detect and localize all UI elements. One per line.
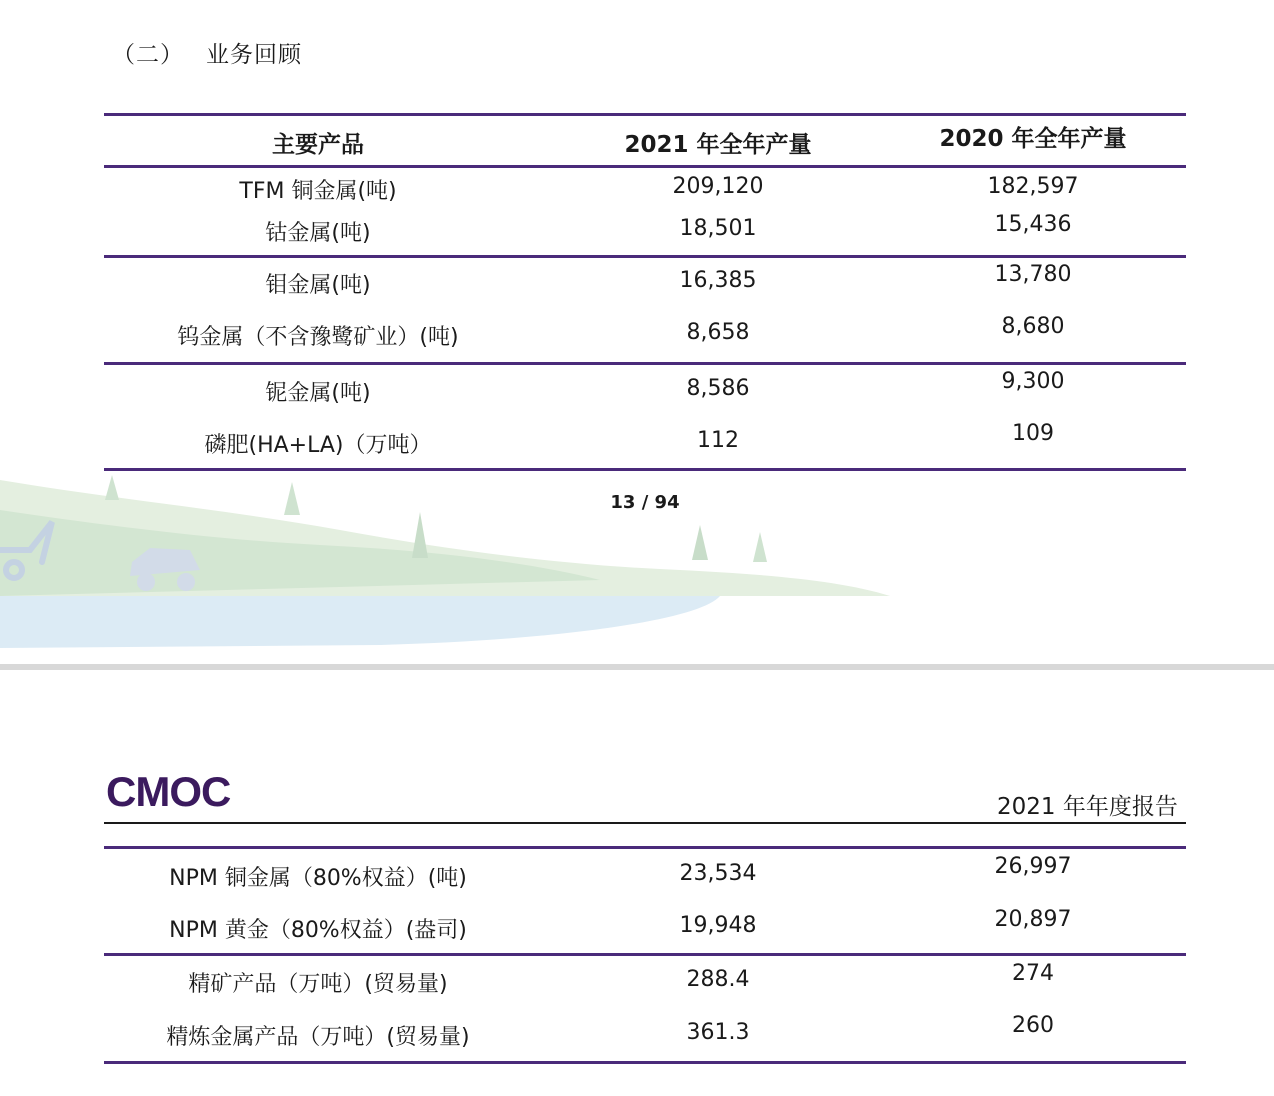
table-top-rule	[104, 846, 1186, 849]
table-row-2020: 8,680	[1001, 314, 1065, 339]
table-row-product: 钼金属(吨)	[265, 273, 371, 298]
report-title: 2021 年年度报告	[997, 794, 1178, 820]
table-row-product: 铌金属(吨)	[265, 381, 371, 406]
header-rule	[104, 822, 1186, 824]
table-top-rule	[104, 113, 1186, 116]
table-row-2021: 16,385	[679, 268, 757, 293]
table-row-2021: 8,658	[686, 320, 750, 345]
table-row-2021: 8,586	[686, 376, 750, 401]
logo-text: CMOC	[106, 772, 231, 812]
table-row-2020: 182,597	[987, 174, 1079, 199]
group-rule	[104, 255, 1186, 258]
table-row-product: NPM 黄金（80%权益）(盎司)	[169, 918, 467, 943]
table-row-2020: 15,436	[994, 212, 1072, 237]
table-row-2020: 26,997	[994, 854, 1072, 879]
cmoc-logo	[106, 772, 258, 812]
table-bottom-rule	[104, 1061, 1186, 1064]
table-row-product: 钨金属（不含豫鹭矿业）(吨)	[177, 325, 459, 350]
table-row-2021: 288.4	[686, 967, 750, 992]
table-row-2020: 20,897	[994, 907, 1072, 932]
table-row-product: NPM 铜金属（80%权益）(吨)	[169, 866, 467, 891]
table-row-2021: 112	[697, 428, 739, 453]
table-row-2020: 109	[1012, 421, 1054, 446]
table-row-2020: 13,780	[994, 262, 1072, 287]
table-row-2021: 23,534	[679, 861, 757, 886]
page-break-divider	[0, 664, 1274, 670]
table-row-2021: 19,948	[679, 913, 757, 938]
section-title: 业务回顾	[206, 42, 302, 68]
page-number: 13 / 94	[610, 492, 680, 513]
header-product: 主要产品	[272, 132, 364, 158]
table-row-product: 精矿产品（万吨）(贸易量)	[188, 972, 448, 997]
landscape-illustration	[0, 470, 900, 650]
table-row-2021: 361.3	[686, 1020, 750, 1045]
group-rule	[104, 953, 1186, 956]
section-number: （二）	[112, 42, 184, 68]
group-rule	[104, 362, 1186, 365]
table-row-2021: 209,120	[672, 174, 764, 199]
header-2021: 2021 年全年产量	[624, 132, 812, 158]
header-bottom-rule	[104, 165, 1186, 168]
table-row-product: 精炼金属产品（万吨）(贸易量)	[166, 1025, 470, 1050]
table-row-product: 钴金属(吨)	[265, 221, 371, 246]
table-row-product: 磷肥(HA+LA)（万吨）	[204, 433, 432, 458]
header-2020: 2020 年全年产量	[939, 126, 1127, 152]
table-row-2021: 18,501	[679, 216, 757, 241]
table-row-2020: 274	[1012, 961, 1054, 986]
section-heading	[112, 36, 302, 69]
table-row-2020: 9,300	[1001, 369, 1065, 394]
table-row-product: TFM 铜金属(吨)	[239, 179, 397, 204]
table-row-2020: 260	[1012, 1013, 1054, 1038]
